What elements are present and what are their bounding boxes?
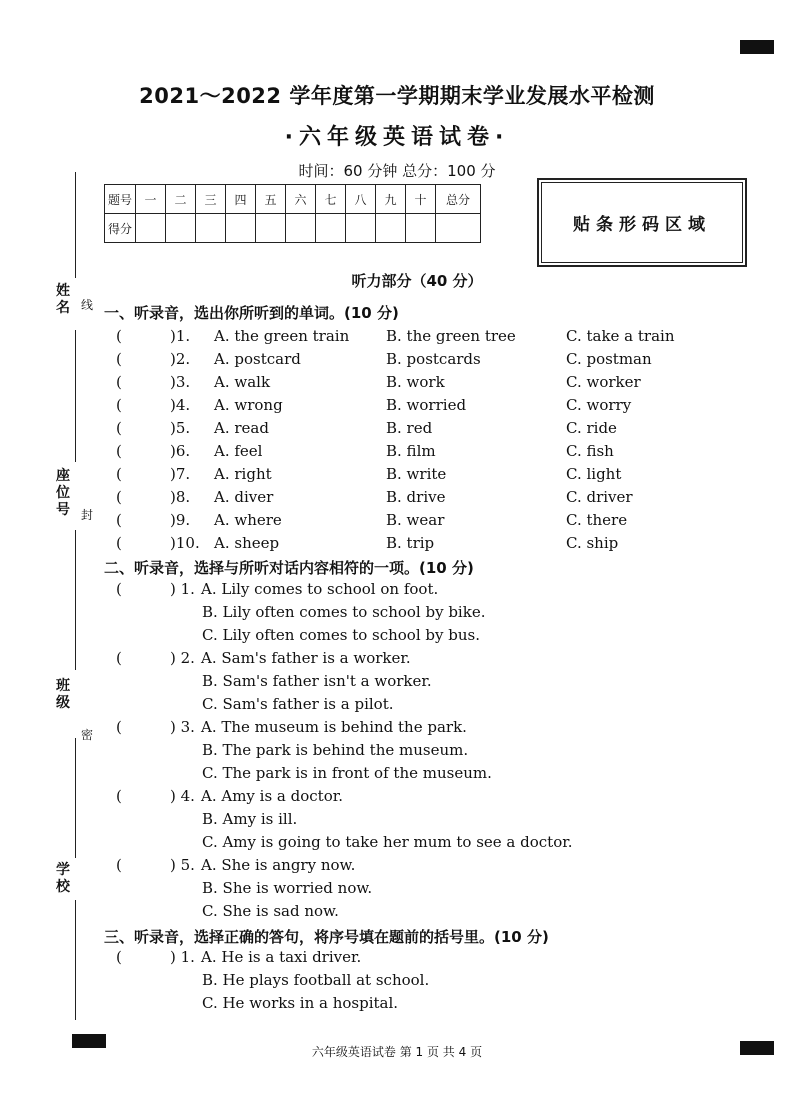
option-a: A. right bbox=[214, 465, 272, 483]
listening-part-header: 听力部分（40 分） bbox=[351, 272, 483, 290]
option-c: C. take a train bbox=[566, 327, 675, 345]
score-table-header-row bbox=[105, 185, 481, 214]
score-cell[interactable] bbox=[136, 214, 166, 243]
option-row bbox=[0, 695, 794, 718]
page-footer: 六年级英语试卷 第 1 页 共 4 页 bbox=[311, 1045, 483, 1059]
option-b: B. wear bbox=[386, 511, 445, 529]
question-number: )4. bbox=[170, 396, 191, 414]
score-table-col: 十 bbox=[406, 185, 436, 214]
question-row bbox=[0, 442, 794, 465]
score-cell[interactable] bbox=[286, 214, 316, 243]
score-cell[interactable] bbox=[196, 214, 226, 243]
option-b: B. He plays football at school. bbox=[202, 971, 430, 989]
option-row bbox=[0, 902, 794, 925]
class-label: 班级 bbox=[56, 678, 70, 711]
option-c: C. The park is in front of the museum. bbox=[202, 764, 492, 782]
answer-paren[interactable]: ( bbox=[116, 373, 122, 391]
option-a: A. Lily comes to school on foot. bbox=[201, 580, 439, 598]
answer-paren[interactable]: ( bbox=[116, 442, 122, 460]
option-c: C. She is sad now. bbox=[202, 902, 339, 920]
option-row bbox=[0, 603, 794, 626]
option-c: C. Sam's father is a pilot. bbox=[202, 695, 394, 713]
section2-title: 二、听录音，选择与所听对话内容相符的一项。(10 分) bbox=[104, 559, 474, 577]
score-table bbox=[104, 184, 481, 243]
score-table-col: 四 bbox=[226, 185, 256, 214]
exam-subtitle: ·六年级英语试卷· bbox=[284, 125, 510, 150]
answer-paren[interactable]: ( bbox=[116, 948, 122, 966]
question-row bbox=[0, 649, 794, 672]
question-row bbox=[0, 327, 794, 350]
option-row bbox=[0, 879, 794, 902]
question-row bbox=[0, 580, 794, 603]
option-a: A. He is a taxi driver. bbox=[201, 948, 362, 966]
option-b: B. drive bbox=[386, 488, 446, 506]
option-b: B. write bbox=[386, 465, 447, 483]
option-b: B. She is worried now. bbox=[202, 879, 373, 897]
question-number: )1. bbox=[170, 327, 191, 345]
question-number: ) 3. bbox=[170, 718, 195, 736]
option-row bbox=[0, 833, 794, 856]
question-number: ) 4. bbox=[170, 787, 195, 805]
option-c: C. worry bbox=[566, 396, 632, 414]
seat-number-label: 座位号 bbox=[56, 468, 70, 518]
question-row bbox=[0, 488, 794, 511]
option-b: B. The park is behind the museum. bbox=[202, 741, 469, 759]
score-table-col: 二 bbox=[166, 185, 196, 214]
score-table-col: 五 bbox=[256, 185, 286, 214]
score-table-col: 九 bbox=[376, 185, 406, 214]
option-b: B. Amy is ill. bbox=[202, 810, 298, 828]
option-b: B. Sam's father isn't a worker. bbox=[202, 672, 432, 690]
option-c: C. driver bbox=[566, 488, 633, 506]
answer-paren[interactable]: ( bbox=[116, 350, 122, 368]
score-cell[interactable] bbox=[316, 214, 346, 243]
option-row bbox=[0, 994, 794, 1017]
option-c: C. there bbox=[566, 511, 628, 529]
answer-paren[interactable]: ( bbox=[116, 534, 122, 552]
question-number: ) 5. bbox=[170, 856, 195, 874]
question-row bbox=[0, 534, 794, 557]
score-table-score-row bbox=[105, 214, 481, 243]
option-b: B. work bbox=[386, 373, 445, 391]
name-label: 姓名 bbox=[56, 283, 70, 316]
option-b: B. red bbox=[386, 419, 433, 437]
question-row bbox=[0, 718, 794, 741]
question-number: ) 1. bbox=[170, 948, 195, 966]
answer-paren[interactable]: ( bbox=[116, 787, 122, 805]
question-row bbox=[0, 396, 794, 419]
question-number: )2. bbox=[170, 350, 191, 368]
option-row bbox=[0, 626, 794, 649]
question-row bbox=[0, 787, 794, 810]
option-row bbox=[0, 810, 794, 833]
option-a: A. Amy is a doctor. bbox=[201, 787, 344, 805]
option-b: B. worried bbox=[386, 396, 467, 414]
close-mark: 密 bbox=[80, 728, 93, 742]
answer-paren[interactable]: ( bbox=[116, 856, 122, 874]
option-row bbox=[0, 764, 794, 787]
score-cell-total[interactable] bbox=[436, 214, 481, 243]
answer-paren[interactable]: ( bbox=[116, 327, 122, 345]
answer-paren[interactable]: ( bbox=[116, 580, 122, 598]
option-a: A. postcard bbox=[214, 350, 301, 368]
question-row bbox=[0, 948, 794, 971]
answer-paren[interactable]: ( bbox=[116, 465, 122, 483]
option-row bbox=[0, 971, 794, 994]
option-c: C. fish bbox=[566, 442, 614, 460]
score-table-col: 三 bbox=[196, 185, 226, 214]
option-c: C. ship bbox=[566, 534, 619, 552]
option-a: A. where bbox=[214, 511, 282, 529]
section1-title: 一、听录音，选出你所听到的单词。(10 分) bbox=[104, 304, 399, 322]
question-row bbox=[0, 373, 794, 396]
score-cell[interactable] bbox=[166, 214, 196, 243]
exam-title: 2021～2022 学年度第一学期期末学业发展水平检测 bbox=[139, 84, 655, 108]
score-table-col: 一 bbox=[136, 185, 166, 214]
option-row bbox=[0, 672, 794, 695]
score-table-col: 八 bbox=[346, 185, 376, 214]
option-a: A. wrong bbox=[214, 396, 283, 414]
option-a: A. sheep bbox=[214, 534, 280, 552]
registration-mark-top-right bbox=[740, 40, 774, 54]
option-c: C. ride bbox=[566, 419, 617, 437]
question-row bbox=[0, 465, 794, 488]
score-table-row-label: 题号 bbox=[105, 185, 136, 214]
option-c: C. postman bbox=[566, 350, 652, 368]
score-cell[interactable] bbox=[406, 214, 436, 243]
time-and-total-info: 时间：60 分钟 总分：100 分 bbox=[298, 162, 496, 180]
line-mark: 线 bbox=[80, 298, 93, 312]
question-number: )3. bbox=[170, 373, 191, 391]
answer-paren[interactable]: ( bbox=[116, 419, 122, 437]
answer-paren[interactable]: ( bbox=[116, 488, 122, 506]
margin-line bbox=[75, 172, 76, 278]
option-a: A. walk bbox=[214, 373, 271, 391]
option-c: C. Amy is going to take her mum to see a doctor. bbox=[202, 833, 573, 851]
question-row bbox=[0, 511, 794, 534]
option-a: A. The museum is behind the park. bbox=[201, 718, 467, 736]
question-number: )5. bbox=[170, 419, 191, 437]
option-a: A. read bbox=[214, 419, 269, 437]
option-c: C. Lily often comes to school by bus. bbox=[202, 626, 480, 644]
answer-paren[interactable]: ( bbox=[116, 718, 122, 736]
option-a: A. Sam's father is a worker. bbox=[201, 649, 411, 667]
option-b: B. Lily often comes to school by bike. bbox=[202, 603, 486, 621]
option-c: C. light bbox=[566, 465, 622, 483]
question-number: )7. bbox=[170, 465, 191, 483]
answer-paren[interactable]: ( bbox=[116, 649, 122, 667]
option-a: A. the green train bbox=[214, 327, 350, 345]
question-number: )6. bbox=[170, 442, 191, 460]
option-c: C. worker bbox=[566, 373, 641, 391]
question-number: )8. bbox=[170, 488, 191, 506]
question-row bbox=[0, 856, 794, 879]
option-b: B. trip bbox=[386, 534, 435, 552]
section3-title: 三、听录音，选择正确的答句，将序号填在题前的括号里。(10 分) bbox=[104, 928, 549, 946]
option-b: B. film bbox=[386, 442, 436, 460]
score-cell[interactable] bbox=[376, 214, 406, 243]
option-row bbox=[0, 741, 794, 764]
barcode-area: 贴条形码区域 bbox=[537, 178, 747, 267]
option-c: C. He works in a hospital. bbox=[202, 994, 399, 1012]
seal-mark: 封 bbox=[80, 508, 93, 522]
score-cell[interactable] bbox=[346, 214, 376, 243]
question-number: ) 1. bbox=[170, 580, 195, 598]
option-b: B. postcards bbox=[386, 350, 481, 368]
answer-paren[interactable]: ( bbox=[116, 511, 122, 529]
option-b: B. the green tree bbox=[386, 327, 516, 345]
question-number: )10. bbox=[170, 534, 200, 552]
score-table-row-label: 得分 bbox=[105, 214, 136, 243]
score-cell[interactable] bbox=[256, 214, 286, 243]
score-table-col-total: 总分 bbox=[436, 185, 481, 214]
score-table-col: 七 bbox=[316, 185, 346, 214]
answer-paren[interactable]: ( bbox=[116, 396, 122, 414]
option-a: A. diver bbox=[214, 488, 274, 506]
option-a: A. She is angry now. bbox=[201, 856, 356, 874]
score-table-col: 六 bbox=[286, 185, 316, 214]
question-number: )9. bbox=[170, 511, 191, 529]
question-row bbox=[0, 350, 794, 373]
option-a: A. feel bbox=[214, 442, 263, 460]
question-number: ) 2. bbox=[170, 649, 195, 667]
score-cell[interactable] bbox=[226, 214, 256, 243]
school-label: 学校 bbox=[56, 862, 70, 895]
question-row bbox=[0, 419, 794, 442]
